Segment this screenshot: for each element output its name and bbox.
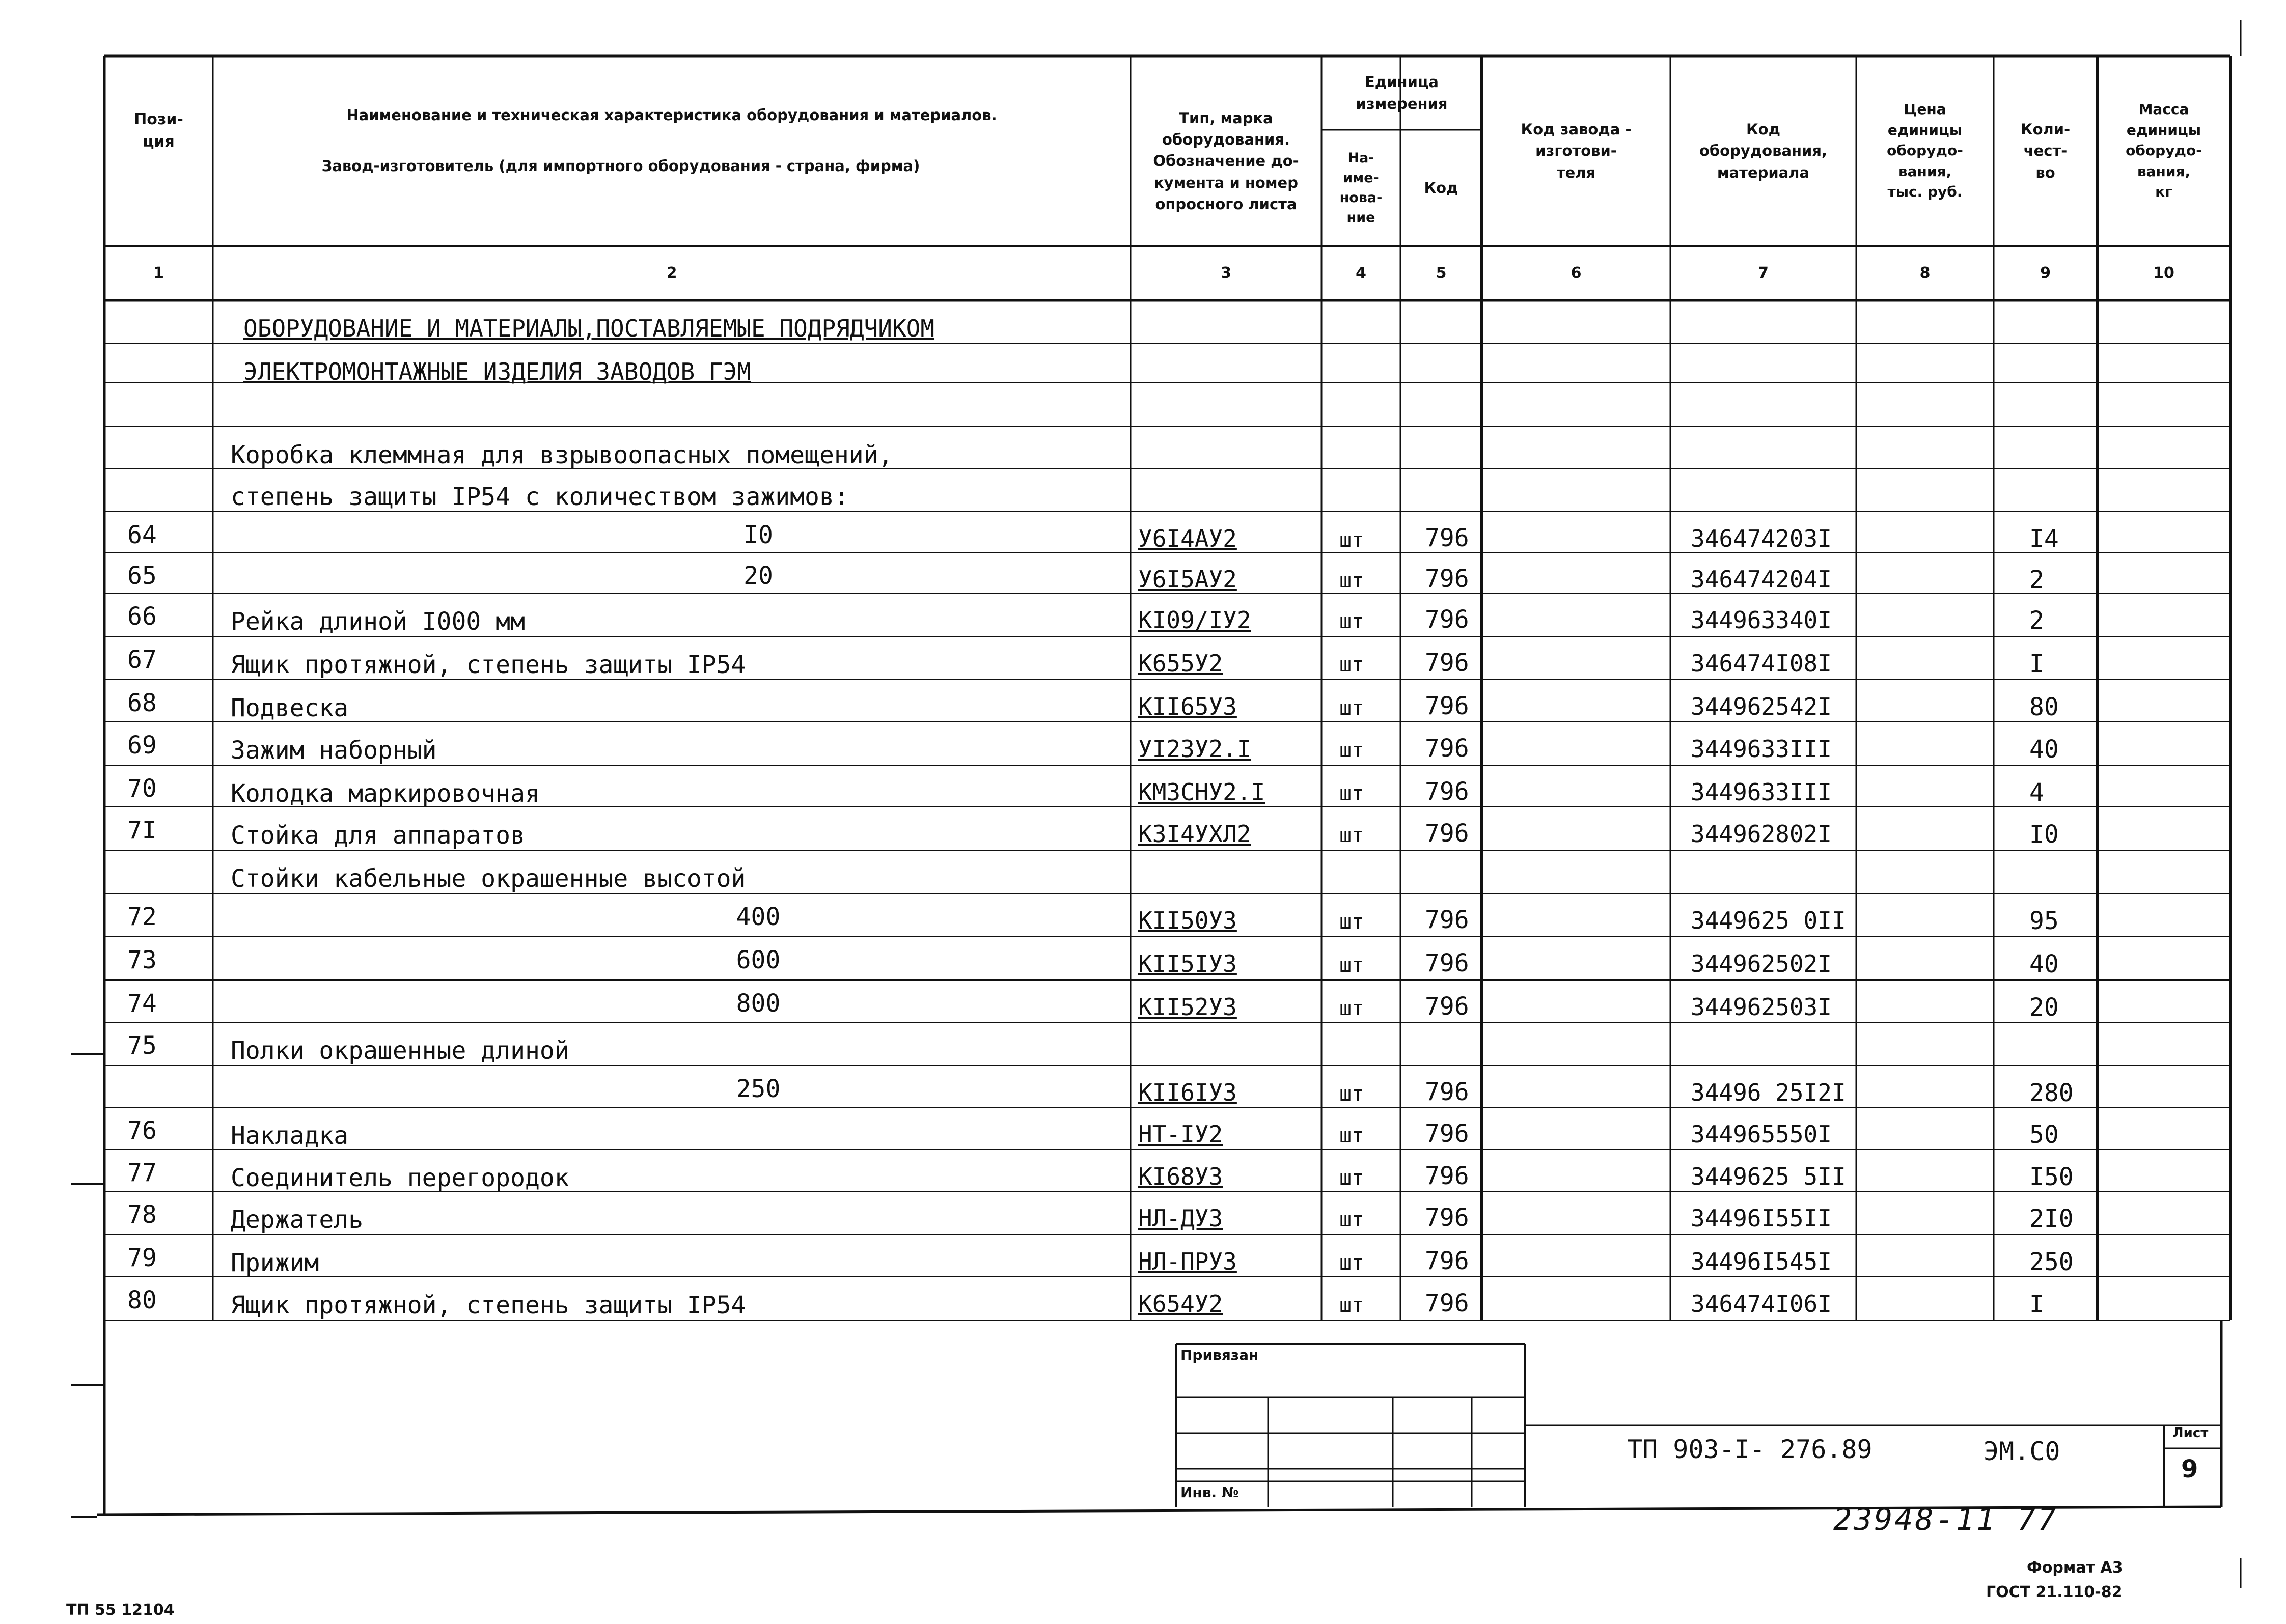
row-position: 74 (127, 989, 157, 1018)
row-unit-code: 796 (1425, 1078, 1469, 1106)
row-material-code: 344962542I (1691, 693, 1832, 720)
column-number: 4 (1356, 264, 1366, 282)
row-type: КМ3СНУ2.I (1138, 778, 1265, 806)
row-unit: шт (1339, 824, 1364, 847)
row-material-code: 344965550I (1691, 1121, 1832, 1148)
row-name: Подвеска (231, 694, 349, 722)
header-unit-price: Цена единицы оборудо- вания, тыс. руб. (1887, 101, 1963, 201)
row-name: Стойка для аппаратов (231, 821, 525, 850)
row-unit-code: 796 (1425, 1119, 1469, 1148)
section-title: ЭЛЕКТРОМОНТАЖНЫЕ ИЗДЕЛИЯ ЗАВОДОВ ГЭМ (243, 358, 751, 385)
row-material-code: 344962802I (1691, 820, 1832, 848)
row-material-code: 346474I08I (1691, 650, 1832, 677)
row-type: К655У2 (1138, 650, 1223, 677)
row-quantity: 50 (2029, 1121, 2059, 1149)
row-material-code: 346474203I (1691, 525, 1832, 552)
inventory-label: Инв. № (1180, 1484, 1239, 1501)
row-unit: шт (1339, 1124, 1364, 1147)
row-material-code: 34496 25I2I (1691, 1079, 1846, 1106)
header-unit-mass: Масса единицы оборудо- вания, кг (2126, 101, 2202, 201)
row-position: 67 (127, 646, 157, 674)
row-position: 64 (127, 521, 157, 549)
sheet-number: 9 (2181, 1455, 2198, 1483)
row-quantity: 20 (2029, 993, 2059, 1022)
row-name: Прижим (231, 1249, 319, 1277)
row-type: К3I4УХЛ2 (1138, 820, 1251, 848)
row-unit: шт (1339, 696, 1364, 720)
row-type: К654У2 (1138, 1290, 1223, 1318)
column-number: 9 (2040, 264, 2051, 282)
row-unit: шт (1339, 653, 1364, 677)
row-unit-code: 796 (1425, 1162, 1469, 1190)
row-type: КII6IУ3 (1138, 1079, 1237, 1106)
section-title: ОБОРУДОВАНИЕ И МАТЕРИАЛЫ,ПОСТАВЛЯЕМЫЕ ПОДРЯДЧИКОМ (243, 315, 935, 342)
row-quantity: I4 (2029, 525, 2059, 553)
format-label: Формат А3 (2027, 1559, 2123, 1577)
row-position: 68 (127, 689, 157, 717)
row-quantity: 95 (2029, 907, 2059, 935)
row-unit-code: 796 (1425, 565, 1469, 593)
header-type: Тип, марка оборудования. Обозначение до- кумента и номер опросного листа (1153, 109, 1299, 213)
row-type: НЛ-ДУ3 (1138, 1205, 1223, 1232)
row-position: 70 (127, 774, 157, 803)
row-unit: шт (1339, 1166, 1364, 1190)
row-unit: шт (1339, 910, 1364, 934)
document-code: ТП 903-I- 276.89 (1627, 1435, 1872, 1464)
row-material-code: 346474204I (1691, 566, 1832, 593)
row-quantity: I50 (2029, 1163, 2074, 1191)
header-plant-code: Код завода - изготови- теля (1521, 121, 1632, 181)
column-number: 7 (1758, 264, 1769, 282)
column-number: 10 (2153, 264, 2174, 282)
row-position: 79 (127, 1244, 157, 1272)
row-position: 65 (127, 562, 157, 590)
row-unit: шт (1339, 1251, 1364, 1275)
row-name: 800 (736, 989, 781, 1018)
document-mark: ЭМ.С0 (1984, 1437, 2060, 1466)
row-unit-code: 796 (1425, 734, 1469, 763)
row-unit-code: 796 (1425, 1203, 1469, 1232)
row-quantity: I (2029, 1290, 2044, 1319)
column-number: 5 (1436, 264, 1447, 282)
row-material-code: 3449633III (1691, 778, 1832, 806)
row-material-code: 34496I55II (1691, 1205, 1832, 1232)
header-unit-group: Единица измерения (1356, 73, 1448, 113)
row-quantity: 2 (2029, 566, 2044, 594)
row-type: У6I5АУ2 (1138, 566, 1237, 593)
column-number: 8 (1919, 264, 1931, 282)
row-unit: шт (1339, 1294, 1364, 1317)
row-material-code: 3449625 5II (1691, 1163, 1846, 1190)
row-quantity: 40 (2029, 735, 2059, 764)
row-name: I0 (743, 521, 773, 549)
row-position: 66 (127, 602, 157, 631)
row-type: НЛ-ПРУ3 (1138, 1248, 1237, 1275)
row-name: 20 (743, 562, 773, 590)
row-quantity: I (2029, 650, 2044, 678)
row-quantity: 4 (2029, 778, 2044, 807)
row-type: КII50У3 (1138, 907, 1237, 934)
row-material-code: 3449625 0II (1691, 907, 1846, 934)
row-unit-code: 796 (1425, 777, 1469, 806)
row-type: КI09/IУ2 (1138, 606, 1251, 634)
row-unit: шт (1339, 610, 1364, 633)
row-name: 250 (736, 1075, 781, 1103)
header-material-code: Код оборудования, материала (1699, 121, 1828, 181)
row-material-code: 344963340I (1691, 606, 1832, 634)
header-unit-name: На- име- нова- ние (1339, 150, 1383, 226)
row-name: степень защиты IP54 с количеством зажимов: (231, 483, 849, 511)
row-unit-code: 796 (1425, 1247, 1469, 1275)
row-position: 69 (127, 731, 157, 760)
row-unit-code: 796 (1425, 605, 1469, 634)
row-name: Полки окрашенные длиной (231, 1037, 569, 1065)
row-position: 80 (127, 1286, 157, 1314)
column-number: 3 (1221, 264, 1231, 282)
row-type: КII52У3 (1138, 993, 1237, 1021)
row-unit-code: 796 (1425, 949, 1469, 977)
row-type: УI23У2.I (1138, 735, 1251, 763)
row-quantity: 250 (2029, 1248, 2074, 1276)
row-name: 400 (736, 903, 781, 931)
row-unit-code: 796 (1425, 1289, 1469, 1318)
row-type: У6I4АУ2 (1138, 525, 1237, 552)
row-unit-code: 796 (1425, 819, 1469, 848)
row-material-code: 346474I06I (1691, 1290, 1832, 1318)
row-type: КII65У3 (1138, 693, 1237, 720)
row-material-code: 344962503I (1691, 993, 1832, 1021)
header-unit-code: Код (1424, 179, 1458, 197)
row-unit: шт (1339, 997, 1364, 1020)
row-position: 76 (127, 1116, 157, 1145)
row-unit-code: 796 (1425, 692, 1469, 720)
row-name: Держатель (231, 1206, 364, 1234)
column-number: 1 (153, 264, 164, 282)
row-unit: шт (1339, 1208, 1364, 1231)
row-name: Ящик протяжной, степень защиты IP54 (231, 1291, 746, 1320)
row-name: Ящик протяжной, степень защиты IP54 (231, 651, 746, 679)
row-quantity: 2 (2029, 606, 2044, 635)
row-position: 75 (127, 1031, 157, 1060)
column-number: 2 (666, 264, 677, 282)
row-name: Колодка маркировочная (231, 779, 540, 808)
row-position: 77 (127, 1159, 157, 1187)
row-unit: шт (1339, 782, 1364, 805)
row-unit-code: 796 (1425, 906, 1469, 934)
row-unit: шт (1339, 739, 1364, 762)
row-name: 600 (736, 946, 781, 974)
gost-label: ГОСТ 21.110-82 (1986, 1583, 2123, 1601)
row-name: Соединитель перегородок (231, 1164, 569, 1192)
bound-label: Привязан (1180, 1347, 1259, 1363)
row-unit-code: 796 (1425, 992, 1469, 1021)
row-position: 73 (127, 946, 157, 974)
row-unit: шт (1339, 528, 1364, 552)
tp-label: ТП 55 12104 (66, 1601, 175, 1619)
column-number: 6 (1571, 264, 1582, 282)
row-material-code: 34496I545I (1691, 1248, 1832, 1275)
header-quantity: Коли- чест- во (2020, 121, 2071, 181)
row-type: НТ-IУ2 (1138, 1121, 1223, 1148)
sheet-label: Лист (2172, 1425, 2209, 1441)
row-material-code: 344962502I (1691, 950, 1832, 977)
row-position: 72 (127, 903, 157, 931)
row-unit: шт (1339, 1082, 1364, 1106)
row-name: Коробка клеммная для взрывоопасных помещений, (231, 441, 893, 469)
header-name-line2: Завод-изготовитель (для импортного оборудования - страна, фирма) (321, 157, 920, 175)
row-position: 78 (127, 1200, 157, 1229)
header-position: Пози- ция (134, 110, 183, 151)
row-unit-code: 796 (1425, 524, 1469, 552)
row-name: Рейка длиной I000 мм (231, 607, 525, 636)
row-name: Стойки кабельные окрашенные высотой (231, 864, 746, 893)
row-quantity: 80 (2029, 693, 2059, 721)
row-quantity: 280 (2029, 1079, 2074, 1107)
row-quantity: 2I0 (2029, 1205, 2074, 1233)
handwritten-archive-number: 23948-11 77 (1833, 1502, 2058, 1537)
row-unit: шт (1339, 569, 1364, 593)
row-position: 7I (127, 816, 157, 845)
row-type: КI68У3 (1138, 1163, 1223, 1190)
row-material-code: 3449633III (1691, 735, 1832, 763)
row-unit: шт (1339, 954, 1364, 977)
row-quantity: 40 (2029, 950, 2059, 978)
row-name: Накладка (231, 1122, 349, 1150)
header-name-line1: Наименование и техническая характеристика оборудования и материалов. (346, 106, 997, 124)
row-type: КII5IУ3 (1138, 950, 1237, 977)
row-unit-code: 796 (1425, 649, 1469, 677)
row-name: Зажим наборный (231, 736, 437, 765)
row-quantity: I0 (2029, 820, 2059, 849)
